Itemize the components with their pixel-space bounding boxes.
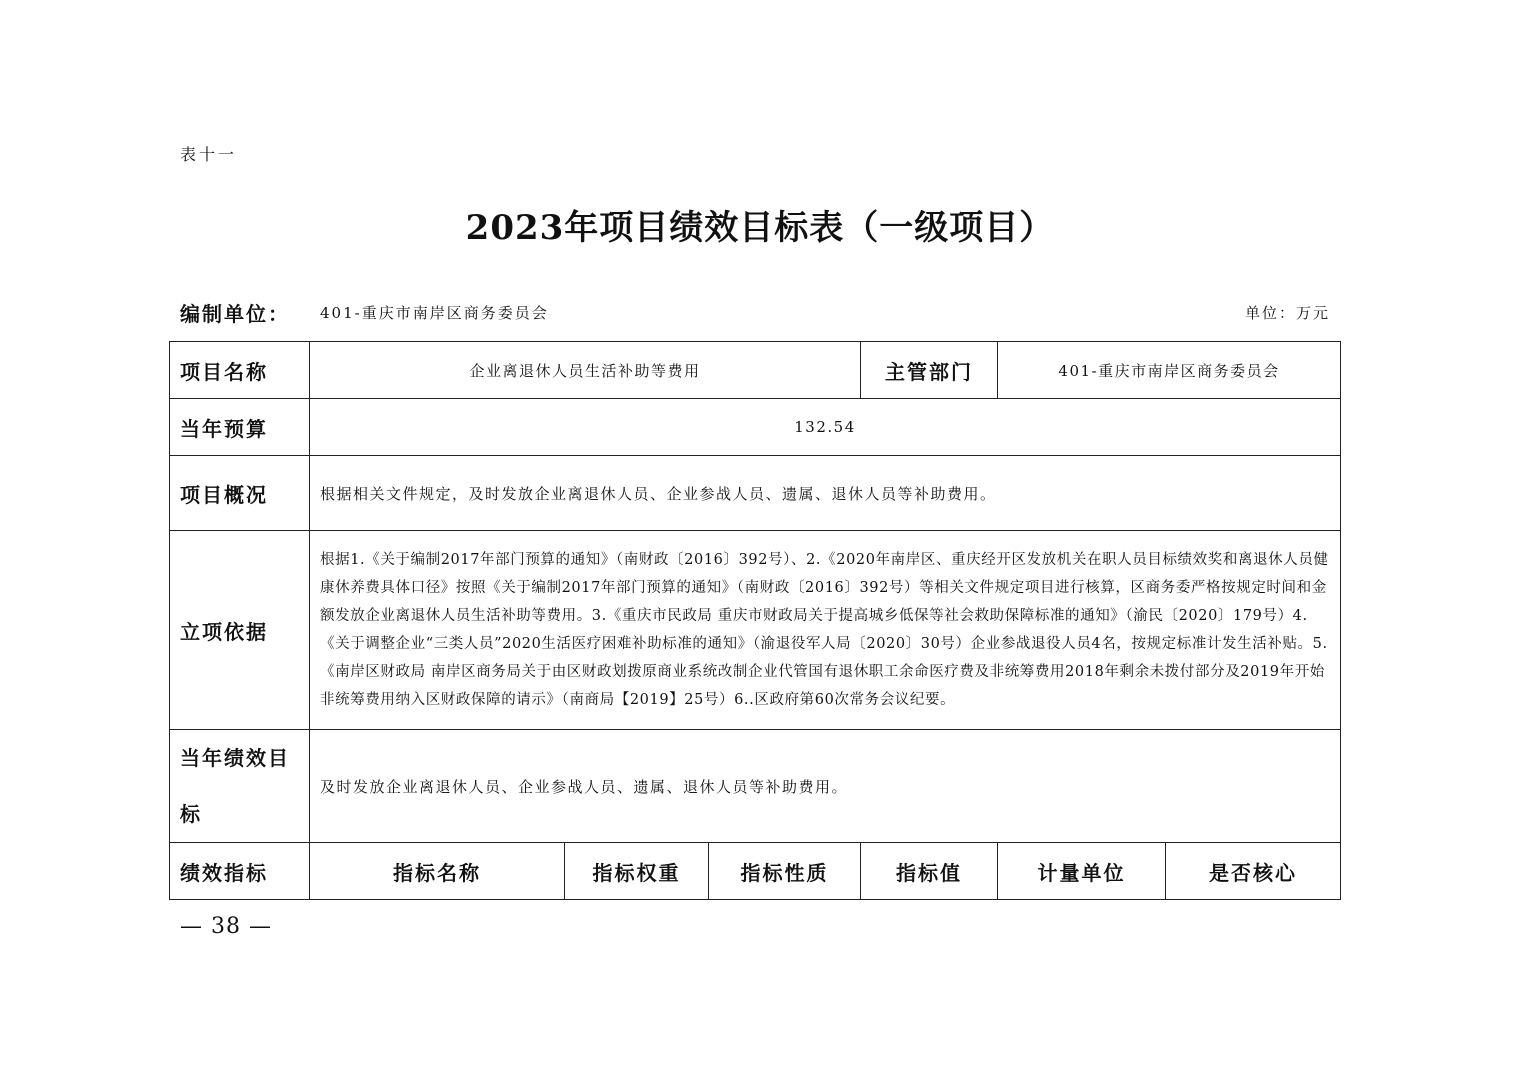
compiling-unit-value: 401-重庆市南岸区商务委员会	[320, 304, 549, 322]
department-value: 401-重庆市南岸区商务委员会	[998, 342, 1341, 399]
basis-value: 根据1.《关于编制2017年部门预算的通知》（南财政〔2016〕392号）、2.《2020年南岸区、重庆经开区发放机关在职人员目标绩效奖和离退休人员健康休养费具体口径》按照《关于编制2017年部门预算的通知》（南财政〔2016〕392号）等相关文件规定项目进行核算，区商务委严格按规定时间和金额发放企业离退休人员生活补助等费用。3.《重庆市民政局 重庆市财政局关于提高城乡低保等社会救助保障标准的通知》（渝民〔2020〕179号）4.《关于调整企业“三类人员”2020生活医疗困难补助标准的通知》（渝退役军人局〔2020〕30号）企业参战退役人员4名，按规定标准计发生活补贴。5.《南岸区财政局 南岸区商务局关于由区财政划拨原商业系统改制企业代管国有退休职工余命医疗费及非统筹费用2018年剩余未拨付部分及2019年开始非统筹费用纳入区财政保障的请示》（南商局【2019】25号）6..区政府第60次常务会议纪要。	[310, 531, 1341, 730]
row-indicators-header	[170, 843, 1341, 900]
overview-value: 根据相关文件规定，及时发放企业离退休人员、企业参战人员、遗属、退休人员等补助费用。	[310, 456, 1341, 531]
performance-target-table	[169, 341, 1341, 900]
measurement-unit-header: 计量单位	[998, 843, 1166, 900]
project-name-value: 企业离退休人员生活补助等费用	[310, 342, 861, 399]
meta-row	[180, 298, 1330, 328]
indicator-nature-header: 指标性质	[709, 843, 861, 900]
indicator-name-header: 指标名称	[310, 843, 565, 900]
row-project-name	[170, 342, 1341, 399]
row-basis	[170, 531, 1341, 730]
budget-label: 当年预算	[170, 399, 310, 456]
currency-unit: 单位：万元	[1244, 304, 1330, 322]
indicator-weight-header: 指标权重	[565, 843, 709, 900]
annual-goal-value: 及时发放企业离退休人员、企业参战人员、遗属、退休人员等补助费用。	[310, 730, 1341, 843]
basis-label: 立项依据	[170, 531, 310, 730]
department-label: 主管部门	[861, 342, 998, 399]
page-number: — 38 —	[180, 914, 272, 939]
document-title: 2023年项目绩效目标表（一级项目）	[465, 208, 1055, 248]
indicators-label: 绩效指标	[170, 843, 310, 900]
row-budget	[170, 399, 1341, 456]
overview-label: 项目概况	[170, 456, 310, 531]
table-number-label: 表十一	[180, 145, 238, 164]
is-core-header: 是否核心	[1166, 843, 1341, 900]
annual-goal-label: 当年绩效目标	[170, 730, 310, 843]
compiling-unit-label: 编制单位：	[180, 302, 290, 326]
budget-value: 132.54	[310, 399, 1341, 456]
indicator-value-header: 指标值	[861, 843, 998, 900]
row-annual-goal	[170, 730, 1341, 843]
row-overview	[170, 456, 1341, 531]
project-name-label: 项目名称	[170, 342, 310, 399]
